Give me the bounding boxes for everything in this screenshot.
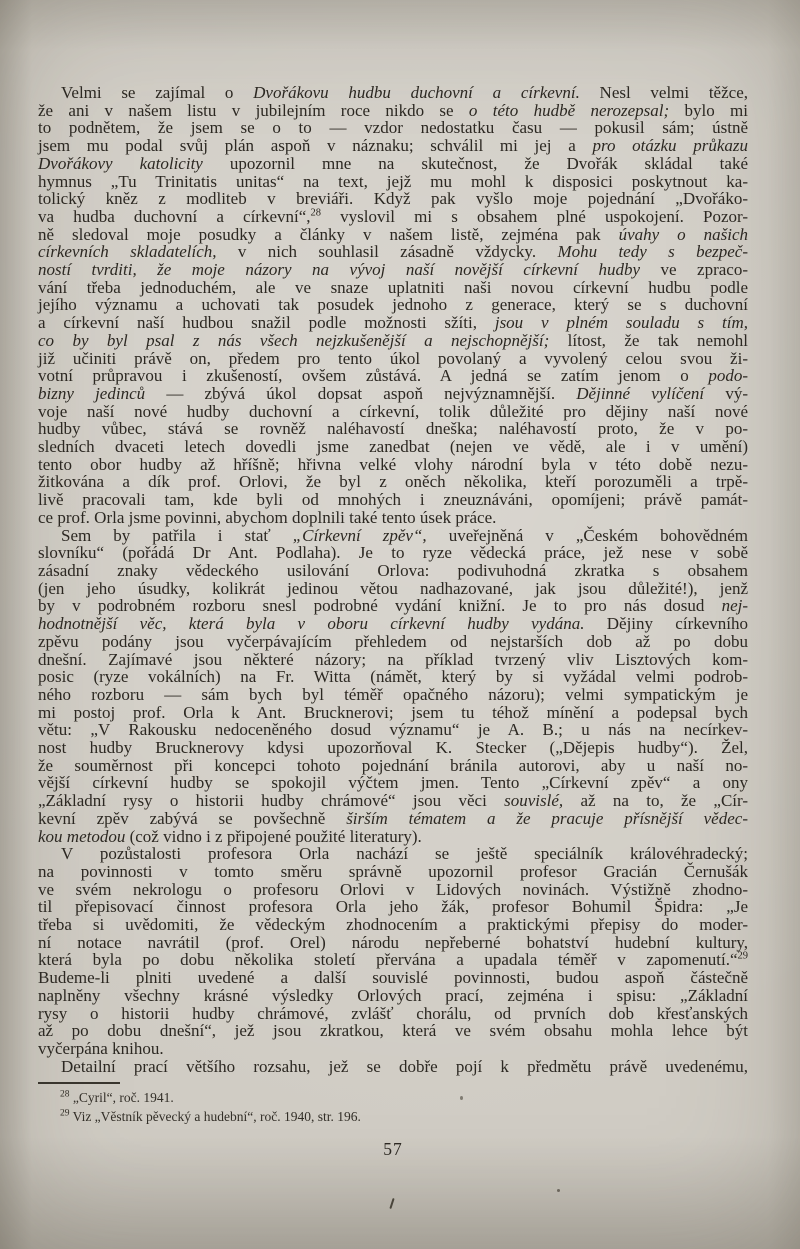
- italic-text-segment: ností tvrditi, že moje názory na vývoj naší novější církevní hudby: [38, 260, 641, 280]
- italic-text-segment: bizny jedinců: [38, 383, 146, 403]
- paragraph: [38, 527, 748, 846]
- text-segment: lítost, že tak nemohl: [549, 330, 749, 350]
- text-line: [38, 473, 748, 491]
- italic-text-segment: nej-: [721, 596, 748, 616]
- italic-text-segment: o této hudbě nerozepsal;: [468, 100, 670, 120]
- text-line: [38, 456, 748, 474]
- italic-text-segment: Dvořákovu hudbu duchovní a církevní.: [253, 83, 580, 102]
- text-line: [38, 633, 748, 651]
- text-line: [38, 367, 748, 385]
- footnote-reference: 29: [737, 950, 748, 962]
- text-segment: Nesl velmi těžce,: [579, 83, 748, 102]
- text-line: [38, 332, 748, 350]
- text-line: [38, 580, 748, 598]
- footnote-reference: 28: [310, 207, 322, 219]
- italic-text-segment: „Církevní zpěv“,: [292, 525, 427, 545]
- text-line: [38, 1040, 748, 1058]
- paragraph: [38, 1058, 748, 1076]
- text-line: [38, 651, 748, 669]
- text-segment: žitkována a dík prof. Orlovi, že byl z oněch několika, kteří porozuměli a trpě-: [38, 472, 748, 492]
- text-line: [38, 704, 748, 722]
- paragraphs-container: [38, 84, 748, 1075]
- text-segment: uveřejněná v „Českém bohovědném: [426, 525, 749, 545]
- text-line: [38, 261, 748, 279]
- text-segment: kevní zpěv zabývá se povšechně: [38, 808, 347, 828]
- text-line: [38, 208, 748, 226]
- text-line: [38, 1005, 748, 1023]
- text-line: [38, 385, 748, 403]
- text-segment: vání třeba jednoduchém, ale ve snaze uplatniti naši novou církevní hudbu podle: [38, 277, 748, 297]
- text-line: [38, 757, 748, 775]
- text-segment: až po dobu dnešní“, jež jsou zkratkou, která ve svém obsahu mohla lehce být: [38, 1021, 748, 1041]
- italic-text-segment: podo-: [708, 366, 748, 386]
- text-line: [38, 243, 748, 261]
- text-segment: upozornil mne na skutečnost, že Dvořák skládal také: [202, 153, 748, 173]
- page-number: 57: [383, 1139, 403, 1160]
- text-line: [38, 509, 748, 527]
- text-line: [38, 420, 748, 438]
- text-segment: Velmi se zajímal o: [61, 83, 254, 102]
- footnote: [38, 1108, 748, 1127]
- footnotes: [38, 1089, 748, 1126]
- text-segment: vější církevní hudby se spokojil výčtem jmen. Tento „Církevní zpěv“ a ony: [38, 773, 748, 793]
- italic-text-segment: hodnotnější věc, která byla v oboru církevní hudby vydána.: [38, 614, 585, 634]
- text-line: [38, 544, 748, 562]
- text-line: [38, 828, 748, 846]
- text-line: [38, 721, 748, 739]
- text-segment: Budeme-li plniti uvedené a další souvislé povinnosti, budou aspoň částečně: [38, 968, 748, 988]
- text-line: [38, 615, 748, 633]
- text-segment: vý-: [704, 383, 748, 403]
- text-line: [38, 314, 748, 332]
- text-segment: že ani v našem listu v jubilejním roce nikdo se: [38, 100, 469, 120]
- italic-text-segment: církevních skladatelích,: [38, 242, 217, 262]
- text-segment: til přepisovací činnost profesora Orla jeho žák, profesor Bohumil Špidra: „Je: [38, 897, 748, 917]
- text-segment: která byla po dobu několika století přervána a upadala téměř v zapomenutí.“: [38, 950, 738, 970]
- text-segment: tento obor hudby až hříšně; hřivna velké vlohy národní byla v této době nezu-: [38, 454, 748, 474]
- text-segment: livě pracovali tam, kde byli od mnohých i zneuznáváni, opomíjeni; právě památ-: [38, 490, 748, 510]
- italic-text-segment: Mohu tedy s bezpeč-: [557, 242, 749, 262]
- text-line: [38, 562, 748, 580]
- text-segment: nost hudby Brucknerovy kdysi upozorňoval K. Stecker („Dějepis hudby“). Žel,: [38, 738, 748, 758]
- text-line: [38, 881, 748, 899]
- text-segment: bylo mi: [669, 100, 748, 120]
- text-segment: jejího významu a uchovati tak posudek jednoho z generace, který se s duchovní: [38, 295, 748, 315]
- text-segment: — zbývá úkol dopsat aspoň nejvýznamnější.: [145, 383, 577, 403]
- italic-text-segment: souvislé,: [504, 791, 564, 811]
- text-segment: ně sledoval moje posudky a články v našem listě, zejména pak: [38, 224, 619, 244]
- paragraph: [38, 845, 748, 1057]
- scan-speck: [460, 1096, 463, 1100]
- text-segment: va hudba duchovní a církevní“,: [38, 206, 311, 226]
- scan-speck: [557, 1189, 560, 1192]
- footnote-separator: [38, 1082, 120, 1084]
- text-segment: vyčerpána knihou.: [38, 1038, 164, 1058]
- italic-text-segment: kou metodou: [38, 826, 126, 846]
- text-segment: naplněny všechny krásné výsledky Orlových prací, zejména i spisu: „Základní: [38, 985, 748, 1005]
- text-segment: Dějiny církevního: [584, 614, 748, 634]
- text-segment: V pozůstalosti profesora Orla nachází se ještě speciálník královéhradecký;: [61, 844, 748, 864]
- text-segment: zásadní znaky vědeckého usilování Orlova: podivuhodná zkratka s obsahem: [38, 560, 748, 580]
- text-segment: dnešní. Zajímavé jsou některé názory; na příklad tvrzený vliv Lisztových kom-: [38, 649, 748, 669]
- text-line: [38, 597, 748, 615]
- text-line: [38, 438, 748, 456]
- footnote: [38, 1089, 748, 1108]
- footnote-marker: 28: [60, 1089, 70, 1100]
- footnote-text: Viz „Věstník pěvecký a hudební“, roč. 1940, str. 196.: [69, 1108, 361, 1124]
- text-segment: hymnus „Tu Trinitatis unitas“ na text, jejž mu mohl k disposici poskytnout ka-: [38, 171, 748, 191]
- footnote-text: „Cyril“, roč. 1941.: [69, 1090, 174, 1106]
- text-line: [38, 190, 748, 208]
- text-line: [38, 863, 748, 881]
- text-line: [38, 1022, 748, 1040]
- italic-text-segment: širším tématem a že pracuje přísnější vědec-: [346, 808, 748, 828]
- text-line: [38, 403, 748, 421]
- text-segment: zpěvu podány jsou vyčerpávajícím přehledem od nejstarších dob až po dobu: [38, 631, 748, 651]
- text-segment: ce prof. Orla jsme povinni, abychom doplnili také tento úsek práce.: [38, 507, 497, 527]
- text-segment: ve svém nekrologu o profesoru Orlovi v Lidových novinách. Výstižně zhodno-: [38, 879, 748, 899]
- text-segment: hudby vůbec, stává se rovněž naléhavostí dneška; naléhavostí proto, že v po-: [38, 419, 748, 439]
- text-line: [38, 845, 748, 863]
- text-segment: votní průpravou i zkušeností, ovšem zůstává. A jedná se zatím jenom o: [38, 366, 709, 386]
- text-segment: již učiniti právě on, předem pro tento úkol povolaný a vyvolený celou svou ži-: [38, 348, 748, 368]
- text-line: [38, 350, 748, 368]
- text-segment: ného rozboru — sám bych byl téměř opačného názoru); velmi sympatickým je: [38, 684, 748, 704]
- text-line: [38, 137, 748, 155]
- text-line: [38, 527, 748, 545]
- text-line: [38, 792, 748, 810]
- text-line: [38, 739, 748, 757]
- text-block: [38, 84, 748, 1159]
- text-segment: na povinnosti v tomto směru správně upozornil profesor Gracián Černušák: [38, 861, 748, 881]
- italic-text-segment: Dvořákovy katolicity: [38, 153, 203, 173]
- text-line: [38, 102, 748, 120]
- italic-text-segment: co by byl psal z nás všech nejzkušenější a nejschopnější;: [38, 330, 550, 350]
- text-segment: slovníku“ (pořádá Dr Ant. Podlaha). Je to ryze vědecká práce, jež nese v sobě: [38, 543, 748, 563]
- text-line: [38, 173, 748, 191]
- italic-text-segment: pro otázku průkazu: [592, 136, 748, 156]
- text-segment: jsem mu podal svůj plán aspoň v náznaku; schválil mi jej a: [38, 136, 593, 156]
- text-segment: ní notace navrátil (prof. Orel) národu nepřeberné bohatství hudební kultury,: [38, 932, 748, 952]
- text-line: [38, 155, 748, 173]
- text-segment: že souměrnost při koncepci tohoto pojednání bránila autorovi, aby u naší no-: [38, 755, 748, 775]
- text-line: [38, 119, 748, 137]
- text-line: [38, 898, 748, 916]
- text-segment: by v podrobném rozboru snesl podrobné vydání knižní. Je to pro nás dosud: [38, 596, 722, 616]
- text-segment: ve zpraco-: [640, 260, 748, 280]
- text-line: [38, 491, 748, 509]
- text-segment: vyslovil mi s obsahem plné uspokojení. Pozor-: [321, 206, 748, 226]
- text-line: [38, 686, 748, 704]
- text-segment: třeba si uvědomiti, že vědeckým zhodnocením a praktickými přepisy do moder-: [38, 915, 748, 935]
- text-segment: voje naší nové hudby duchovní a církevní, tolik důležité pro dějiny naší nové: [38, 401, 748, 421]
- text-line: [38, 1058, 748, 1076]
- text-line: [38, 668, 748, 686]
- text-line: [38, 951, 748, 969]
- text-line: [38, 226, 748, 244]
- text-line: [38, 84, 748, 102]
- text-segment: (jen jeho úsudky, kolikrát jedinou větou nadhazované, jak jsou důležité!), jenž: [38, 578, 748, 598]
- text-line: [38, 296, 748, 314]
- text-line: [38, 987, 748, 1005]
- text-segment: Detailní prací většího rozsahu, jež se dobře pojí k předmětu právě uvedenému,: [61, 1056, 748, 1076]
- text-line: [38, 774, 748, 792]
- text-segment: v nich souhlasil zásadně vždycky.: [216, 242, 558, 262]
- footnote-marker: 29: [60, 1108, 70, 1119]
- text-segment: tolický kněz z modliteb v breviáři. Když pak vyšlo moje pojednání „Dvořáko-: [38, 189, 748, 209]
- italic-text-segment: jsou v plném souladu s tím,: [494, 313, 748, 333]
- text-segment: Sem by patřila i stať: [61, 525, 293, 545]
- italic-text-segment: Dějinné vylíčení: [576, 383, 705, 403]
- text-line: [38, 916, 748, 934]
- text-line: [38, 934, 748, 952]
- text-segment: rysy o historii hudby chrámové, zvlášť chorálu, od prvních dob křesťanských: [38, 1003, 748, 1023]
- text-segment: posic (ryze vokálních) na Fr. Witta (námět, který by si vyžádal velmi podrob-: [38, 667, 748, 687]
- text-segment: to podnětem, že jsem se o to — vzdor nedostatku času — pokusil sám; ústně: [38, 118, 748, 138]
- text-line: [38, 810, 748, 828]
- text-line: [38, 279, 748, 297]
- text-segment: „Základní rysy o historii hudby chrámové“ jsou věci: [38, 791, 505, 811]
- text-segment: sledních dvaceti letech dovedli jsme zanedbat (nejen ve vědě, ale i v umění): [38, 437, 748, 457]
- italic-text-segment: úvahy o našich: [618, 224, 748, 244]
- text-segment: mi postoj prof. Orla k Ant. Brucknerovi; jsem tu téhož mínění a podepsal bych: [38, 702, 748, 722]
- text-segment: a církevní naší hudbou snažil podle možnosti sžíti,: [38, 313, 495, 333]
- text-segment: (což vidno i z připojené použité literatury).: [125, 826, 422, 846]
- text-line: [38, 969, 748, 987]
- text-segment: až na to, že „Cír-: [563, 791, 748, 811]
- paragraph: [38, 84, 748, 527]
- text-segment: větu: „V Rakousku nedoceněného dosud významu“ je A. B.; u nás na necírkev-: [38, 720, 748, 740]
